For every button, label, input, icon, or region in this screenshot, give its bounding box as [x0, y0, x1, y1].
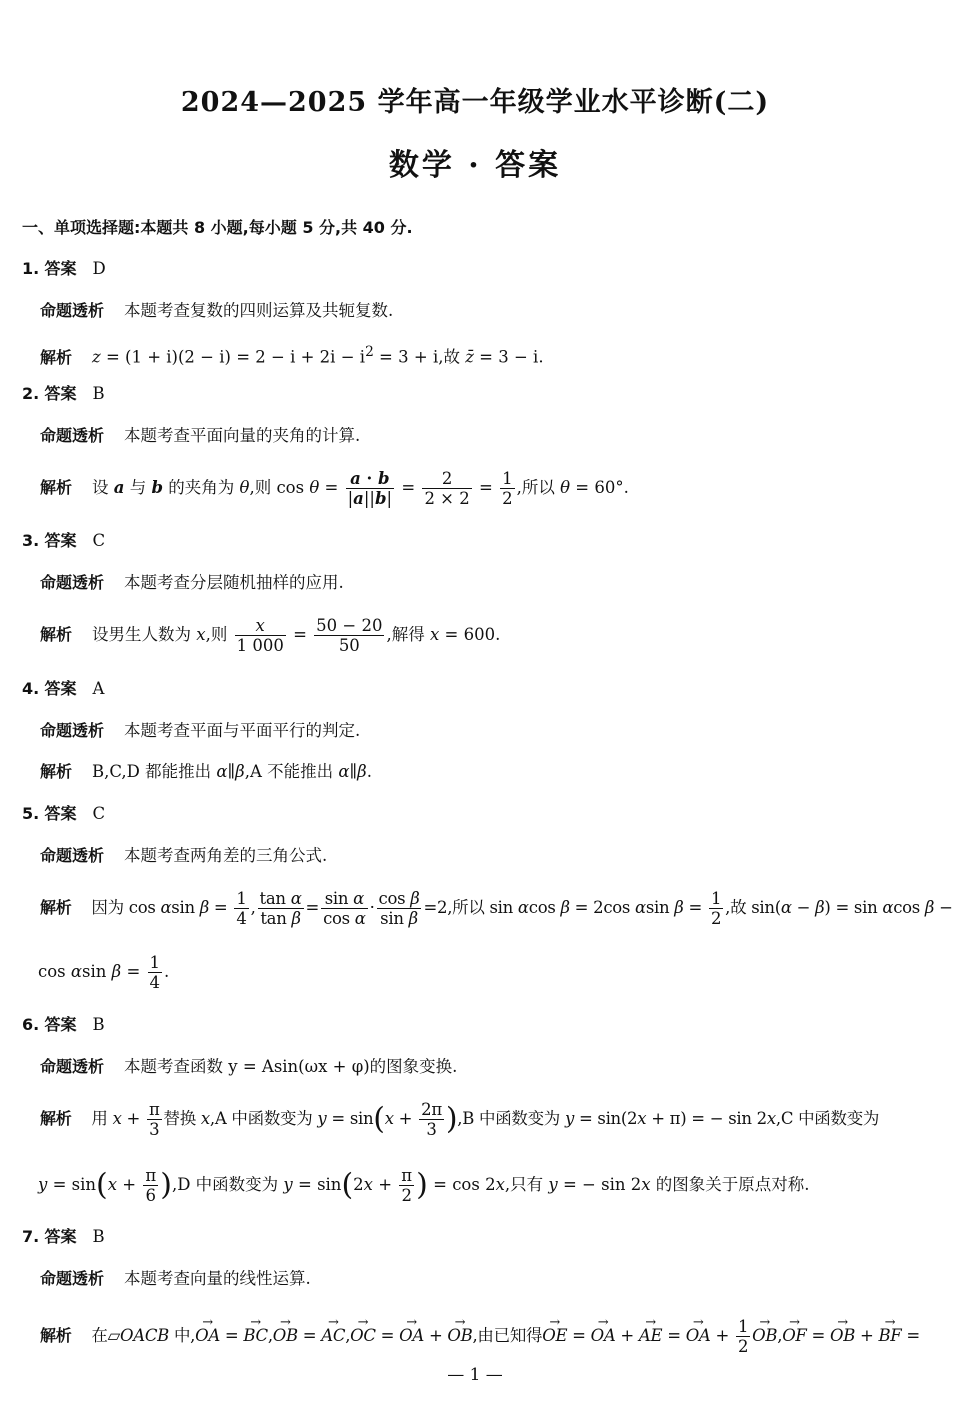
question-6-solution-cont: y = sin(x + $\frac{\pi}{6}$ ),D 中函数变为 y = sin(2x + $\frac{\pi}{2}$ ) = cos 2x,只有 y = − sin 2x 的图象关于原点对称.: [38, 1166, 810, 1205]
section-heading: 一、单项选择题:本题共 8 小题,每小题 5 分,共 40 分.: [22, 218, 413, 237]
question-3-intent: 命题透析 本题考查分层随机抽样的应用.: [40, 573, 344, 592]
question-2-answer: 2. 答案 B: [22, 384, 105, 403]
question-5-solution: 解析 因为 cos αsin β = $\frac{1}{4}$ , $\frac{\text{tan α}}{\text{tan β}}$ = $\frac{\text{sin α}}{\text{cos α}}$ · $\frac{\text{cos β}}{\text{sin β}}$ =2,所以 sin αcos β = 2cos αsin β = $\frac{1}{2}$ ,故 sin(α − β) = sin αcos β −: [40, 889, 953, 928]
question-4-intent: 命题透析 本题考查平面与平面平行的判定.: [40, 721, 361, 740]
question-4-solution: 解析 B,C,D 都能推出 α∥β,A 不能推出 α∥β.: [40, 762, 372, 781]
question-5-intent: 命题透析 本题考查两角差的三角公式.: [40, 846, 328, 865]
question-3-answer: 3. 答案 C: [22, 531, 106, 550]
question-2-intent: 命题透析 本题考查平面向量的夹角的计算.: [40, 426, 361, 445]
question-1-answer: 1. 答案 D: [22, 259, 106, 278]
question-7-solution: 解析 在▱OACB 中,→ OA = → BC,→ OB = → AC,→ OC = → OA + → OB,由已知得→ OE = → OA + → AE = → OA + $\frac{1}{2}$ → OB,→ OF = → OB + → BF =: [40, 1317, 932, 1356]
question-7-intent: 命题透析 本题考查向量的线性运算.: [40, 1269, 311, 1288]
question-3-solution: 解析 设男生人数为 x,则 $\frac{x}{1 000}$ = $\frac{50 - 20}{50}$ ,解得 x = 600.: [40, 616, 501, 655]
question-6-answer: 6. 答案 B: [22, 1015, 105, 1034]
question-4-answer: 4. 答案 A: [22, 679, 105, 698]
question-6-solution: 解析 用 x + $\frac{\pi}{3}$ 替换 x,A 中函数变为 y = sin(x + $\frac{2\pi}{3}$ ),B 中函数变为 y = sin(2x + π) = − sin 2x,C 中函数变为: [40, 1100, 880, 1139]
question-2-solution: 解析 设 a 与 b 的夹角为 θ,则 cos θ = $\frac{a \cdot b}{|a||b|}$ = $\frac{2}{2 \times 2}$ = $\frac{1}{2}$ ,所以 θ = 60°.: [40, 469, 629, 508]
question-5-answer: 5. 答案 C: [22, 804, 106, 823]
question-1-solution: 解析 $z = (1 + i)(2 - i) = 2 - i + 2i - i^2 = 3 + i$,故 z̄ = 3 − i.: [40, 344, 544, 367]
question-5-solution-cont: cos αsin β = $\frac{1}{4}$ .: [38, 953, 170, 992]
question-7-answer: 7. 答案 B: [22, 1227, 105, 1246]
question-6-intent: 命题透析 本题考查函数 y = Asin(ωx + φ)的图象变换.: [40, 1057, 458, 1076]
question-1-intent: 命题透析 本题考查复数的四则运算及共轭复数.: [40, 301, 394, 320]
page-subtitle: 数学 · 答案: [388, 148, 562, 183]
page-number: — 1 —: [447, 1365, 503, 1385]
page-title: 2024—2025 学年高一年级学业水平诊断(二): [180, 87, 770, 118]
